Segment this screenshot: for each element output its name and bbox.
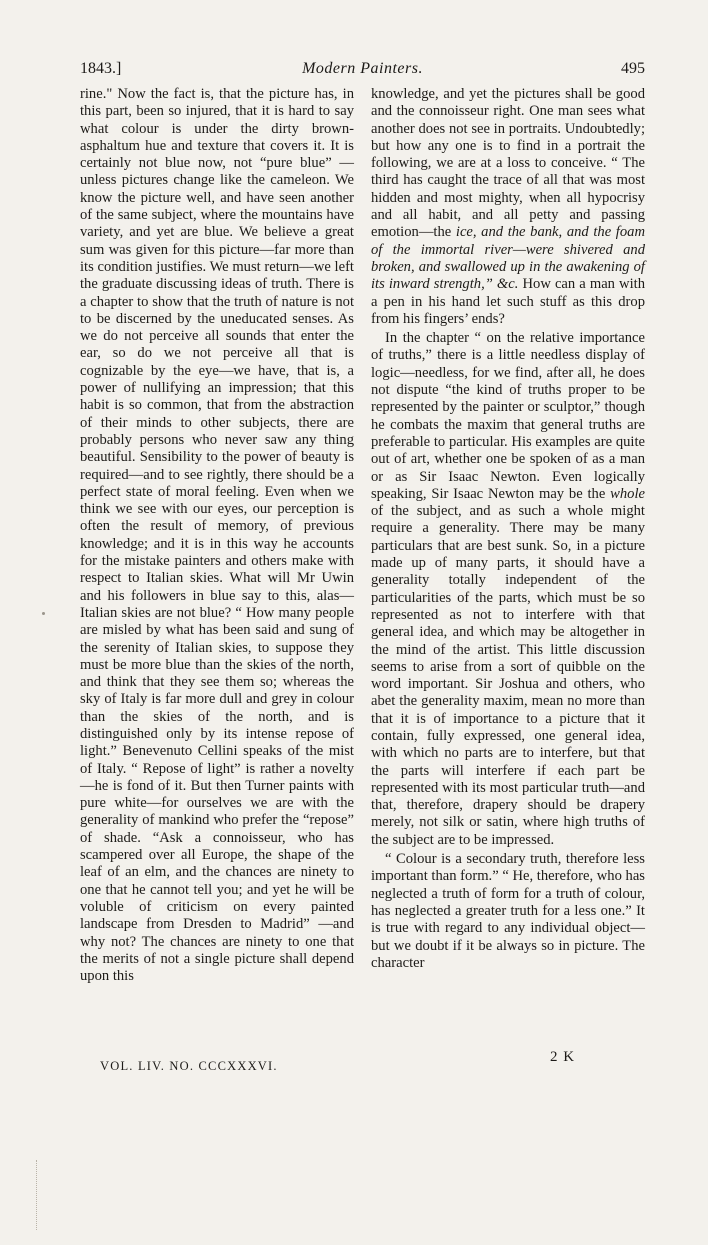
header-year: 1843.] — [80, 60, 122, 77]
header-title: Modern Painters. — [302, 60, 423, 77]
text-run: In the chapter “ on the relative importance of truths,” there is a little needless display of logic—needless, for we find, after all, he does not dispute “the kind of truths proper to be represented by the painter or sculptor,” though he combats the maxim that general truths are preferable to particular. His examples are quite out of art, whether one be spoken of as a man or as Sir Isaac Newton. Even logically speaking, Sir Isaac Newton may be the — [371, 330, 645, 502]
page-number: 495 — [621, 60, 645, 77]
text-run: knowledge, and yet the pictures shall be good and the connoisseur right. One man sees what another does not see in portraits. Undoubtedly; but how any one is to find in a portrait the following, we are at a loss to conceive. “ The third has caught the trace of all that was most hidden and most mighty, when all hypocrisy and all habit, and all petty and passing emotion—the — [371, 86, 645, 241]
page-footer — [80, 1049, 645, 1081]
italic-run: ice, and the bank, and the foam of the immortal river—were shivered and broken, and swallowed up in the awakening of its inward strength,” &c. — [371, 224, 645, 293]
paragraph — [80, 86, 354, 985]
text-run: How can a man with a pen in his hand let such stuff as this drop from his fingers’ ends? — [371, 276, 646, 327]
left-column — [80, 86, 354, 985]
page-edge-mark — [36, 1160, 38, 1230]
text-run: rine." Now the fact is, that the picture has, in this part, been so injured, that it is hard to say what colour is under the dirty brown-asphaltum hue and texture that covers it. It is certainly not blue now, not “pure blue” —unless pictures change like the cameleon. We know the picture well, and have seen another of the same subject, where the mountains have variety, and yet are blue. We believe a great sum was given for this picture—far more than its condition justifies. We must return—we left the graduate discussing ideas of truth. There is a chapter to show that the truth of nature is not to be discerned by the uneducated senses. As we do not perceive all sounds that enter the ear, so do we not perceive all that is cognizable by the eye—we have, that is, a power of nullifying an impression; that this habit is so common, that from the abstraction of their minds to other subjects, there are probably persons who never saw any thing beautiful. Sensibility to the power of beauty is required—and to see rightly, there should be a perfect state of moral feeling. Even when we think we see with our eyes, our perception is often the result of memory, of previous knowledge; and it is in this way he accounts for the mistake painters and others make with respect to Italian skies. What will Mr Uwin and his followers in blue say to this, alas—Italian skies are not blue? “ How many people are misled by what has been said and sung of the serenity of Italian skies, to suppose they must be more blue than the skies of the north, and think that they see them so; whereas the sky of Italy is far more dull and grey in colour than the skies of the north, and is distinguished only by its intense repose of light.” Benevenuto Cellini speaks of the mist of Italy. “ Repose of light” is rather a novelty—he is fond of it. But then Turner paints with pure white—for ourselves we are with the generality of mankind who prefer the “repose” of shade. “Ask a connoisseur, who has scampered over all Europe, the shape of the leaf of an elm, and the chances are ninety to one that he cannot tell you; and yet he will be voluble of criticism on every painted landscape from Dresden to Madrid” —and why not? The chances are ninety to one that the merits of not a single picture shall depend upon this — [80, 86, 354, 985]
paragraph — [371, 851, 645, 972]
italic-run: whole — [610, 485, 645, 502]
right-column — [371, 86, 645, 972]
paragraph — [371, 86, 645, 328]
margin-mark — [42, 612, 45, 615]
signature-mark: 2 K — [550, 1049, 576, 1065]
text-run: of the subject, and as such a whole might require a generality. There may be many particulars that are best sunk. So, in a picture made up of many parts, it should have a generality totally independent of the particularities of the parts, which must be so represented as not to interfere with that general idea, and which may be altogether in the mind of the artist. This little discussion seems to arise from a sort of quibble on the word important. Sir Joshua and others, who abet the generality maxim, mean no more than that it is of importance to a picture that it contain, fully expressed, one general idea, with which no parts are to interfere, but that the parts will interfere if each part be represented with its most particular truth—and that, therefore, drapery should be drapery merely, not silk or satin, where high truths of the subject are to be impressed. — [371, 503, 645, 848]
volume-line: VOL. LIV. NO. CCCXXXVI. — [100, 1059, 278, 1073]
running-header — [80, 60, 645, 84]
text-run: “ Colour is a secondary truth, therefore less important than form.” “ He, therefore, who has neglected a truth of form for a truth of colour, has neglected a greater truth for a less one.” It is true with regard to any individual object—but we doubt if it be always so in picture. The character — [371, 851, 645, 971]
paragraph — [371, 330, 645, 849]
